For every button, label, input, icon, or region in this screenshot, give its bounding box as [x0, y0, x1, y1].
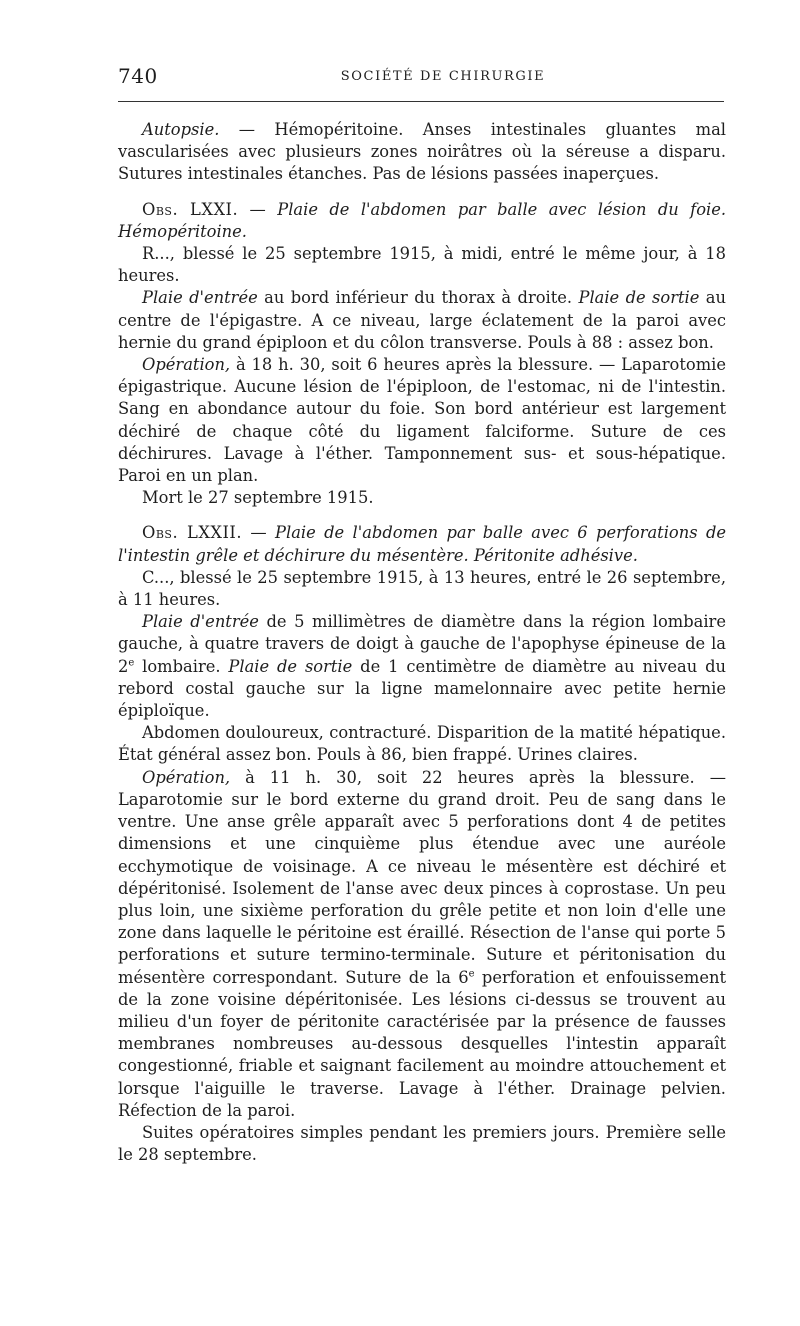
obs-72-entry-text: de 5 millimètres de diamètre dans la région lombaire gauche, à quatre travers de doigt à gauche de l'apophyse épineuse de la 2 [118, 612, 726, 676]
obs-71-entry-label: Plaie d'entrée [142, 288, 258, 308]
obs-71-operation [118, 354, 726, 487]
obs-71-operation-label: Opération, [142, 355, 231, 375]
obs-72-suites: Suites opératoires simples pendant les premiers jours. Première selle le 28 septembre. [118, 1122, 726, 1165]
obs-72-operation-text-a: à 11 h. 30, soit 22 heures après la blessure. — Laparotomie sur le bord externe du grand droit. Peu de sang dans le ventre. Une anse grêle apparaît avec 5 perforations dont 4 de petites dimensions et une cinquième plus étendue avec une auréole ecchymotique de voisinage. A ce niveau le mésentère est déchiré et dépéritonisé. Isolement de l'anse avec deux pinces à coprostase. Un peu plus loin, une sixième perforation du grêle petite et non loin d'elle une zone dans laquelle le péritoine est éraillé. Résection de l'anse qui porte 5 perforations et suture termino-terminale. Suture et péritonisation du mésentère correspondant. Suture de la 6 [118, 767, 726, 987]
obs-72-superscript-2: e [468, 968, 475, 980]
obs-72-title: Plaie de l'abdomen par balle avec 6 perforations de l'intestin grêle et déchirure du mésentère. Péritonite adhésive. [118, 523, 726, 565]
obs-71-exit-label: Plaie de sortie [578, 288, 700, 308]
obs-72-operation-text-b: perforation et enfouissement de la zone voisine dépéritonisée. Les lésions ci-dessus se trouvent au milieu d'un foyer de péritonite caractérisée par la présence de fausses membranes nombreuses au-dessous desquelles l'intestin apparaît congestionné, friable et saignant facilement au moindre attouchement et lorsque l'aiguille le traverse. Lavage à l'éther. Drainage pelvien. Réfection de la paroi. [118, 967, 726, 1120]
obs-72-heading [118, 522, 726, 566]
obs-71-title: Plaie de l'abdomen par balle avec lésion du foie. Hémopéritoine. [118, 199, 727, 241]
obs-72-patient: C..., blessé le 25 septembre 1915, à 13 heures, entré le 26 septembre, à 11 heures. [118, 567, 726, 610]
page-number: 740 [118, 64, 158, 88]
obs-71-separator: — [238, 199, 278, 219]
autopsy-paragraph [118, 119, 726, 186]
obs-71-label: Obs. LXXI. [142, 199, 239, 219]
autopsy-label: Autopsie. [142, 120, 220, 139]
header-rule [118, 101, 724, 102]
obs-71-entry-text: au bord inférieur du thorax à droite. [257, 288, 579, 308]
obs-71-patient: R..., blessé le 25 septembre 1915, à midi, entré le même jour, à 18 heures. [118, 244, 726, 286]
autopsy-text: — Hémopéritoine. Anses intestinales gluantes mal vascularisées avec plusieurs zones noirâtres où la séreuse a disparu. Sutures intestinales étanches. Pas de lésions passées inaperçues. [118, 120, 726, 184]
obs-72-operation [118, 767, 726, 1122]
obs-71-exit-text: au centre de l'épigastre. A ce niveau, large éclatement de la paroi avec hernie du grand épiploon et du côlon transverse. Pouls à 88 : assez bon. [118, 288, 726, 352]
page-header [118, 62, 728, 92]
running-title: SOCIÉTÉ DE CHIRURGIE [340, 69, 546, 84]
obs-72-abdomen: Abdomen douloureux, contracturé. Disparition de la matité hépatique. État général assez bon. Pouls à 86, bien frappé. Urines claires. [118, 723, 726, 765]
body-text [118, 119, 726, 1166]
obs-72-entry-label: Plaie d'entrée [142, 612, 259, 632]
obs-71-death: Mort le 27 septembre 1915. [142, 488, 374, 508]
obs-71-heading [118, 199, 726, 243]
obs-72-entry-text-cont: lombaire. [134, 656, 229, 676]
obs-72-wounds [118, 611, 726, 722]
obs-72-exit-text: de 1 centimètre de diamètre au niveau du rebord costal gauche sur la ligne mamelonnaire avec petite hernie épiploïque. [118, 656, 726, 721]
obs-71-operation-text: à 18 h. 30, soit 6 heures après la blessure. — Laparotomie épigastrique. Aucune lésion de l'épiploon, de l'estomac, ni de l'intestin. Sang en abondance autour du foie. Son bord antérieur est largement déchiré de chaque côté du ligament falciforme. Suture de ces déchirures. Lavage à l'éther. Tamponnement sus- et sous-hépatique. Paroi en un plan. [118, 355, 726, 486]
obs-72-separator: — [242, 523, 276, 543]
obs-71-wounds [118, 287, 726, 354]
obs-72-label: Obs. LXXII. [142, 523, 243, 543]
obs-72-operation-label: Opération, [142, 767, 231, 787]
obs-72-superscript-1: e [128, 657, 135, 669]
obs-72-exit-label: Plaie de sortie [228, 656, 353, 676]
